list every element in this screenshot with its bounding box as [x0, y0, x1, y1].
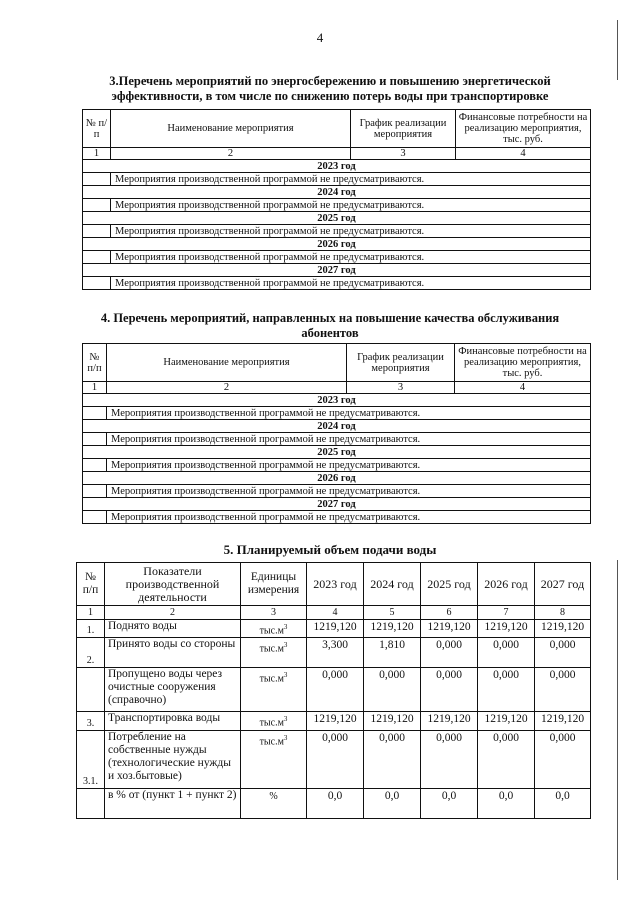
unit-cell: [241, 620, 307, 638]
unit-superscript: 3: [283, 623, 288, 631]
value-cell: 0,000: [421, 668, 478, 712]
indicator-name: в % от (пункт 1 + пункт 2): [105, 788, 241, 818]
measure-text: Мероприятия производственной программой не предусматриваются.: [111, 199, 591, 212]
header-year: 2026 год: [478, 563, 535, 606]
measure-text: Мероприятия производственной программой не предусматриваются.: [107, 433, 591, 446]
value-cell: 1219,120: [364, 712, 421, 730]
value-cell: 1219,120: [535, 620, 591, 638]
value-cell: 0,0: [364, 788, 421, 818]
value-cell: 1,810: [364, 638, 421, 668]
year-label: 2025 год: [83, 212, 591, 225]
table-row: [77, 712, 591, 730]
measure-text: Мероприятия производственной программой не предусматриваются.: [111, 251, 591, 264]
value-cell: 1219,120: [478, 620, 535, 638]
year-label: 2024 год: [83, 186, 591, 199]
value-cell: 0,0: [421, 788, 478, 818]
section-4-title: [70, 311, 590, 341]
year-label: 2026 год: [83, 472, 591, 485]
measure-text: Мероприятия производственной программой не предусматриваются.: [111, 277, 591, 290]
value-cell: 0,0: [307, 788, 364, 818]
unit-superscript: 3: [283, 671, 288, 680]
value-cell: 0,000: [307, 668, 364, 712]
column-number: 4: [456, 148, 591, 160]
column-number: 3: [347, 382, 455, 394]
value-cell: 0,000: [478, 638, 535, 668]
row-number: [77, 788, 105, 818]
header-year: 2027 год: [535, 563, 591, 606]
value-cell: 0,000: [421, 730, 478, 788]
header-num: № п/п: [83, 344, 107, 382]
empty-cell: [83, 407, 107, 420]
value-cell: 1219,120: [307, 620, 364, 638]
section-3-measures-table: [82, 109, 591, 290]
header-measure-name: Наименование мероприятия: [111, 110, 351, 148]
column-number: 5: [364, 606, 421, 620]
section-5-title: 5. Планируемый объем подачи воды: [223, 542, 437, 557]
header-financial-needs: Финансовые потребности на реализацию мероприятия, тыс. руб.: [456, 110, 591, 148]
measure-text: Мероприятия производственной программой не предусматриваются.: [111, 225, 591, 238]
value-cell: 1219,120: [364, 620, 421, 638]
value-cell: 1219,120: [307, 712, 364, 730]
section-4-title-line-2: абонентов: [301, 326, 359, 340]
unit-text: тыс.м: [259, 643, 284, 655]
unit-cell: [241, 638, 307, 668]
column-number: 1: [83, 382, 107, 394]
scan-edge-mark: [617, 560, 618, 880]
section-3-title: [70, 74, 590, 104]
indicator-name: Транспортировка воды: [105, 712, 241, 730]
unit-cell: [241, 712, 307, 730]
unit-text: тыс.м: [259, 735, 284, 747]
header-schedule: График реализации мероприятия: [351, 110, 456, 148]
table-row: [77, 730, 591, 788]
header-financial-needs: Финансовые потребности на реализацию мероприятия, тыс. руб.: [455, 344, 591, 382]
value-cell: 1219,120: [421, 712, 478, 730]
column-number: 4: [455, 382, 591, 394]
measure-text: Мероприятия производственной программой не предусматриваются.: [111, 173, 591, 186]
header-year: 2024 год: [364, 563, 421, 606]
indicator-name: Принято воды со стороны: [105, 638, 241, 668]
empty-cell: [83, 485, 107, 498]
unit-text: тыс.м: [259, 717, 284, 729]
section-3-title-line-1: 3.Перечень мероприятий по энергосбережению и повышению энергетической: [109, 74, 551, 88]
row-number: 2.: [77, 638, 105, 668]
measure-text: Мероприятия производственной программой не предусматриваются.: [107, 511, 591, 524]
empty-cell: [83, 251, 111, 264]
unit-cell: %: [241, 788, 307, 818]
empty-cell: [83, 459, 107, 472]
empty-cell: [83, 225, 111, 238]
table-row: [77, 638, 591, 668]
unit-text: тыс.м: [259, 625, 284, 637]
column-number: 3: [351, 148, 456, 160]
value-cell: 0,000: [364, 668, 421, 712]
value-cell: 0,000: [307, 730, 364, 788]
measure-text: Мероприятия производственной программой не предусматриваются.: [107, 485, 591, 498]
value-cell: 0,0: [478, 788, 535, 818]
indicator-name: Потребление на собственные нужды (технологические нужды и хоз.бытовые): [105, 730, 241, 788]
year-label: 2026 год: [83, 238, 591, 251]
column-number: 1: [77, 606, 105, 620]
column-number: 6: [421, 606, 478, 620]
unit-superscript: 3: [283, 641, 288, 650]
measure-text: Мероприятия производственной программой не предусматриваются.: [107, 407, 591, 420]
value-cell: 1219,120: [535, 712, 591, 730]
empty-cell: [83, 173, 111, 186]
year-label: 2025 год: [83, 446, 591, 459]
value-cell: 0,000: [478, 668, 535, 712]
value-cell: 1219,120: [421, 620, 478, 638]
year-label: 2023 год: [83, 160, 591, 173]
table-row: [77, 788, 591, 818]
value-cell: 0,000: [421, 638, 478, 668]
empty-cell: [83, 277, 111, 290]
row-number: [77, 668, 105, 712]
year-label: 2024 год: [83, 420, 591, 433]
value-cell: 0,000: [535, 638, 591, 668]
year-label: 2023 год: [83, 394, 591, 407]
empty-cell: [83, 199, 111, 212]
value-cell: 0,0: [535, 788, 591, 818]
column-number: 1: [83, 148, 111, 160]
header-num: № п/п: [77, 563, 105, 606]
column-number: 2: [105, 606, 241, 620]
section-4-measures-table: [82, 343, 591, 524]
column-number: 7: [478, 606, 535, 620]
page-number: 4: [316, 30, 324, 45]
year-label: 2027 год: [83, 264, 591, 277]
header-indicator: Показатели производственной деятельности: [105, 563, 241, 606]
unit-superscript: 3: [283, 733, 288, 742]
table-row: [77, 668, 591, 712]
value-cell: 3,300: [307, 638, 364, 668]
section-3-title-line-2: эффективности, в том числе по снижению потерь воды при транспортировке: [111, 89, 549, 103]
row-number: 3.: [77, 712, 105, 730]
unit-cell: [241, 730, 307, 788]
header-num: № п/п: [83, 110, 111, 148]
column-number: 8: [535, 606, 591, 620]
value-cell: 0,000: [364, 730, 421, 788]
column-number: 4: [307, 606, 364, 620]
row-number: 1.: [77, 620, 105, 638]
header-year: 2025 год: [421, 563, 478, 606]
header-year: 2023 год: [307, 563, 364, 606]
year-label: 2027 год: [83, 498, 591, 511]
row-number: 3.1.: [77, 730, 105, 788]
indicator-name: Пропущено воды через очистные сооружения (справочно): [105, 668, 241, 712]
empty-cell: [83, 433, 107, 446]
indicator-name: Поднято воды: [105, 620, 241, 638]
column-number: 2: [107, 382, 347, 394]
value-cell: 0,000: [478, 730, 535, 788]
unit-text: тыс.м: [259, 673, 284, 685]
value-cell: 1219,120: [478, 712, 535, 730]
section-4-title-line-1: 4. Перечень мероприятий, направленных на повышение качества обслуживания: [100, 311, 560, 325]
header-schedule: График реализации мероприятия: [347, 344, 455, 382]
scan-edge-mark: [617, 20, 618, 80]
value-cell: 0,000: [535, 730, 591, 788]
column-number: 2: [111, 148, 351, 160]
unit-superscript: 3: [283, 715, 288, 724]
water-supply-table: [76, 562, 591, 819]
unit-cell: [241, 668, 307, 712]
column-number: 3: [241, 606, 307, 620]
header-measure-name: Наименование мероприятия: [107, 344, 347, 382]
empty-cell: [83, 511, 107, 524]
value-cell: 0,000: [535, 668, 591, 712]
header-unit: Единицы измерения: [241, 563, 307, 606]
measure-text: Мероприятия производственной программой не предусматриваются.: [107, 459, 591, 472]
table-row: [77, 620, 591, 638]
